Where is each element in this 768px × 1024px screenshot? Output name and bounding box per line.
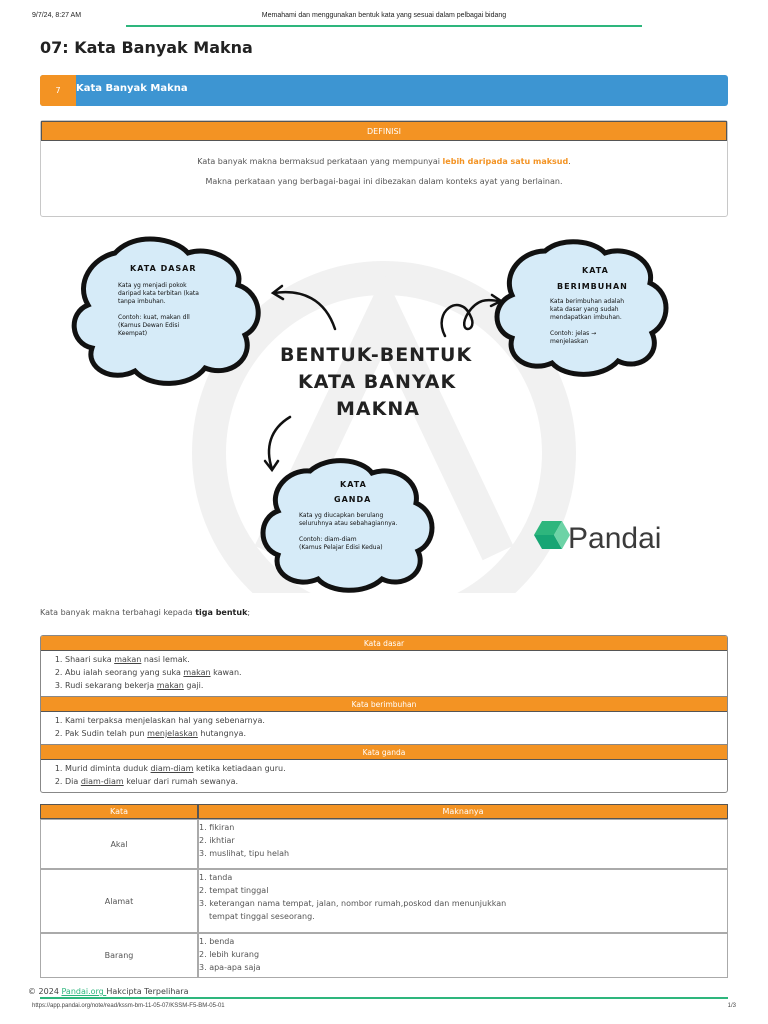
table-row (40, 869, 728, 933)
header-divider (126, 25, 642, 27)
cloud-line: Contoh: diam-diam (299, 536, 357, 543)
list-item: 2. tempat tinggal (199, 884, 727, 897)
infographic-svg (40, 233, 728, 593)
cloud-title-berimbuhan: BERIMBUHAN (557, 282, 628, 291)
definition-heading: DEFINISI (41, 121, 727, 141)
definition-period: . (568, 157, 571, 166)
infographic (40, 233, 728, 593)
definition-box (40, 120, 728, 217)
cloud-line: Kata yg diucapkan berulang (299, 512, 384, 519)
definition-line-1 (41, 157, 727, 166)
form-heading-dasar: Kata dasar (41, 636, 727, 651)
copyright-text: Hakcipta Terpelihara (106, 987, 189, 996)
list-item: 3. apa-apa saja (199, 961, 727, 974)
cloud-line: (Kamus Pelajar Edisi Kedua) (299, 544, 383, 551)
footer-divider (40, 997, 728, 999)
pandai-link[interactable]: Pandai.org (61, 987, 107, 996)
cloud-kata-berimbuhan (497, 242, 666, 375)
list-item: 3. Rudi sekarang bekerja makan gaji. (65, 679, 727, 692)
cloud-line: Contoh: jelas → (550, 330, 597, 337)
cloud-line: Keempat) (118, 330, 148, 337)
meaning-table (40, 804, 728, 978)
list-item: 1. tanda (199, 871, 727, 884)
cloud-line: tanpa imbuhan. (118, 298, 166, 305)
forms-table (40, 635, 728, 793)
cloud-title-ganda: KATA (340, 480, 367, 489)
intro-after: ; (247, 608, 251, 617)
cloud-line: kata dasar yang sudah (550, 306, 619, 313)
kata-cell: Alamat (40, 869, 198, 933)
form-list-berimbuhan (41, 712, 727, 745)
makna-cell (198, 933, 728, 978)
page-url: https://app.pandai.org/note/read/kssm-bm-11-05-07/KSSM-F5-BM-05-01 (32, 1003, 225, 1009)
definition-text: Kata banyak makna bermaksud perkataan yang mempunyai (197, 157, 443, 166)
cloud-line: menjelaskan (550, 338, 589, 345)
section-bar[interactable] (40, 75, 728, 106)
form-heading-ganda: Kata ganda (41, 745, 727, 760)
center-title-line: MAKNA (336, 398, 420, 420)
form-list-dasar (41, 651, 727, 697)
kata-cell: Barang (40, 933, 198, 978)
column-header-kata: Kata (40, 804, 198, 819)
form-heading-berimbuhan: Kata berimbuhan (41, 697, 727, 712)
list-item: 3. keterangan nama tempat, jalan, nombor rumah,poskod dan menunjukkan tempat tinggal seseorang. (199, 897, 509, 923)
section-number: 7 (40, 75, 76, 106)
definition-highlight: lebih daripada satu maksud (442, 157, 569, 166)
copyright (28, 987, 189, 996)
cloud-kata-dasar (74, 239, 258, 383)
page-title: 07: Kata Banyak Makna (40, 38, 253, 57)
print-datetime: 9/7/24, 8:27 AM (32, 12, 82, 19)
definition-line-2: Makna perkataan yang berbagai-bagai ini dibezakan dalam konteks ayat yang berlainan. (205, 177, 563, 186)
list-item: 2. ikhtiar (199, 834, 727, 847)
copyright-symbol: © 2024 (28, 987, 62, 996)
print-header (0, 10, 768, 26)
list-item: 1. Murid diminta duduk diam-diam ketika ketiadaan guru. (65, 762, 727, 775)
cloud-line: (Kamus Dewan Edisi (118, 322, 180, 329)
list-item: 2. Pak Sudin telah pun menjelaskan hutangnya. (65, 727, 727, 740)
cloud-title-ganda: GANDA (334, 495, 372, 504)
cloud-line: daripad kata terbitan (kata (118, 290, 199, 297)
intro-bold: tiga bentuk (195, 608, 248, 617)
form-list-ganda (41, 760, 727, 792)
kata-cell: Akal (40, 819, 198, 869)
cloud-line: Kata yg menjadi pokok (118, 282, 187, 289)
page-number: 1/3 (727, 1003, 736, 1009)
list-item: 1. benda (199, 935, 727, 948)
cloud-title-dasar: KATA DASAR (130, 264, 197, 273)
center-title-line: KATA BANYAK (298, 371, 457, 393)
list-item: 2. lebih kurang (199, 948, 727, 961)
list-item: 1. Shaari suka makan nasi lemak. (65, 653, 727, 666)
cloud-line: Contoh: kuat, makan dll (118, 314, 190, 321)
pandai-logo-text: Pandai (568, 522, 662, 555)
list-item: 1. fikiran (199, 821, 727, 834)
makna-cell (198, 819, 728, 869)
table-row (40, 819, 728, 869)
cloud-title-berimbuhan: KATA (582, 266, 609, 275)
intro-before: Kata banyak makna terbahagi kepada (40, 608, 196, 617)
cloud-line: mendapatkan imbuhan. (550, 314, 622, 321)
makna-cell (198, 869, 728, 933)
table-row (40, 933, 728, 978)
center-title-line: BENTUK-BENTUK (280, 344, 473, 366)
list-item: 1. Kami terpaksa menjelaskan hal yang sebenarnya. (65, 714, 727, 727)
cloud-line: seluruhnya atau sebahagiannya. (299, 520, 398, 527)
cloud-line: Kata berimbuhan adalah (550, 298, 625, 305)
list-item: 2. Abu ialah seorang yang suka makan kawan. (65, 666, 727, 679)
cloud-kata-ganda (263, 461, 432, 591)
section-label: Kata Banyak Makna (76, 83, 188, 94)
print-title: Memahami dan menggunakan bentuk kata yang sesuai dalam pelbagai bidang (261, 12, 507, 19)
intro-text (40, 608, 250, 617)
list-item: 2. Dia diam-diam keluar dari rumah sewanya. (65, 775, 727, 788)
list-item: 3. muslihat, tipu helah (199, 847, 727, 860)
column-header-maknanya: Maknanya (198, 804, 728, 819)
